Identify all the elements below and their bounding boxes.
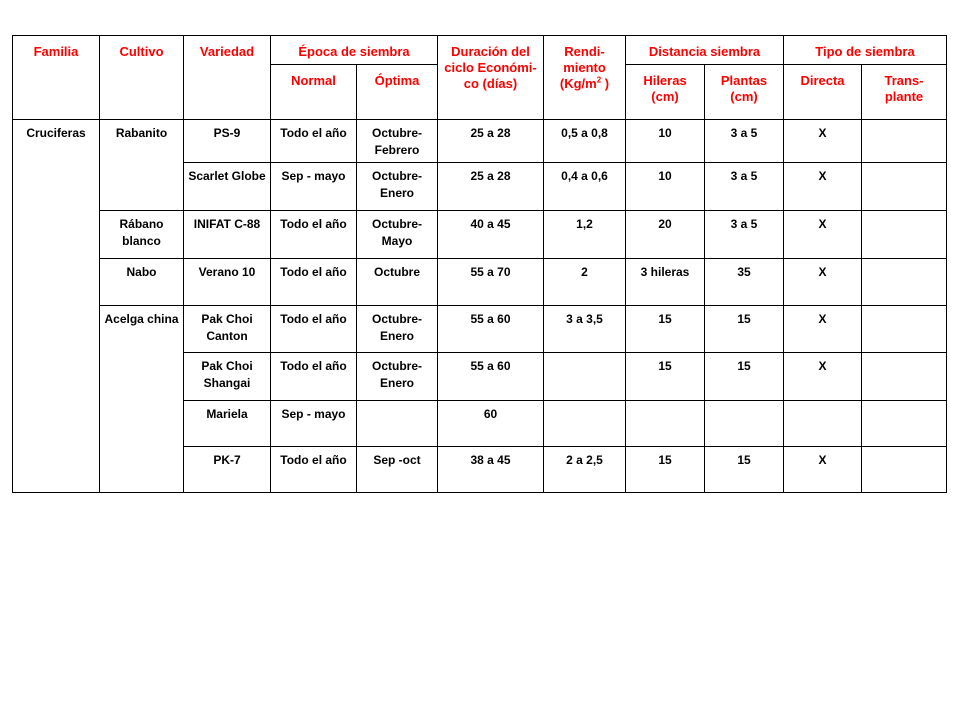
plantas-cell: 3 a 5: [705, 120, 784, 163]
table-row: [13, 259, 947, 306]
plantas-cell: 3 a 5: [705, 163, 784, 211]
normal-cell: Sep - mayo: [271, 163, 357, 211]
cultivo-cell: Nabo: [100, 259, 184, 306]
hileras-cell: 15: [626, 353, 705, 401]
rendimiento-cell: [544, 353, 626, 401]
directa-cell: X: [784, 163, 862, 211]
rendimiento-cell: 2: [544, 259, 626, 306]
directa-cell: X: [784, 259, 862, 306]
plantas-cell: 15: [705, 353, 784, 401]
table-row: [13, 120, 947, 163]
header-directa: Directa: [784, 65, 862, 120]
cultivo-cell: Rábano blanco: [100, 211, 184, 259]
hileras-cell: 15: [626, 447, 705, 493]
header-plantas: Plantas (cm): [705, 65, 784, 120]
table-row: [13, 211, 947, 259]
rendimiento-cell: [544, 401, 626, 447]
header-normal: Normal: [271, 65, 357, 120]
variedad-cell: PK-7: [184, 447, 271, 493]
trasplante-cell: [862, 211, 947, 259]
cultivo-cell: Acelga china: [100, 306, 184, 493]
header-rendimiento-slash: /: [581, 76, 586, 91]
header-epoca-siembra: Época de siembra: [271, 36, 438, 65]
duracion-cell: 55 a 60: [438, 306, 544, 353]
normal-cell: Todo el año: [271, 447, 357, 493]
trasplante-cell: [862, 163, 947, 211]
optima-cell: Octubre: [357, 259, 438, 306]
header-hileras: Hileras (cm): [626, 65, 705, 120]
variedad-cell: PS-9: [184, 120, 271, 163]
optima-cell: Octubre- Enero: [357, 353, 438, 401]
optima-cell: Octubre- Enero: [357, 163, 438, 211]
rendimiento-cell: 2 a 2,5: [544, 447, 626, 493]
trasplante-cell: [862, 353, 947, 401]
header-tipo-siembra: Tipo de siembra: [784, 36, 947, 65]
duracion-cell: 38 a 45: [438, 447, 544, 493]
hileras-cell: [626, 401, 705, 447]
variedad-cell: Verano 10: [184, 259, 271, 306]
header-rendimiento: [544, 36, 626, 120]
directa-cell: X: [784, 120, 862, 163]
table-row: [13, 306, 947, 353]
trasplante-cell: [862, 447, 947, 493]
hileras-cell: 15: [626, 306, 705, 353]
duracion-cell: 60: [438, 401, 544, 447]
header-distancia-siembra: Distancia siembra: [626, 36, 784, 65]
header-rendimiento-sup: 2: [596, 75, 602, 85]
directa-cell: X: [784, 447, 862, 493]
plantas-cell: [705, 401, 784, 447]
hileras-cell: 3 hileras: [626, 259, 705, 306]
plantas-cell: 15: [705, 306, 784, 353]
normal-cell: Todo el año: [271, 259, 357, 306]
directa-cell: [784, 401, 862, 447]
header-rendimiento-text: Rendi- miento (Kg: [559, 44, 606, 91]
cultivo-cell: Rabanito: [100, 120, 184, 211]
normal-cell: Todo el año: [271, 306, 357, 353]
rendimiento-cell: 3 a 3,5: [544, 306, 626, 353]
duracion-cell: 55 a 60: [438, 353, 544, 401]
optima-cell: [357, 401, 438, 447]
header-rendimiento-close: ): [601, 76, 610, 91]
optima-cell: Octubre- Enero: [357, 306, 438, 353]
variedad-cell: Pak Choi Shangai: [184, 353, 271, 401]
hileras-cell: 10: [626, 163, 705, 211]
variedad-cell: Pak Choi Canton: [184, 306, 271, 353]
familia-cell: Cruciferas: [13, 120, 100, 493]
trasplante-cell: [862, 120, 947, 163]
plantas-cell: 35: [705, 259, 784, 306]
normal-cell: Todo el año: [271, 353, 357, 401]
trasplante-cell: [862, 259, 947, 306]
directa-cell: X: [784, 306, 862, 353]
header-familia: Familia: [13, 36, 100, 120]
trasplante-cell: [862, 401, 947, 447]
normal-cell: Todo el año: [271, 211, 357, 259]
optima-cell: Octubre- Mayo: [357, 211, 438, 259]
plantas-cell: 3 a 5: [705, 211, 784, 259]
header-cultivo: Cultivo: [100, 36, 184, 120]
optima-cell: Sep -oct: [357, 447, 438, 493]
header-duracion: Duración del ciclo Económi- co (días): [438, 36, 544, 120]
header-variedad: Variedad: [184, 36, 271, 120]
duracion-cell: 40 a 45: [438, 211, 544, 259]
rendimiento-cell: 0,4 a 0,6: [544, 163, 626, 211]
directa-cell: X: [784, 211, 862, 259]
header-trasplante: Trans- plante: [862, 65, 947, 120]
optima-cell: Octubre- Febrero: [357, 120, 438, 163]
hileras-cell: 10: [626, 120, 705, 163]
rendimiento-cell: 0,5 a 0,8: [544, 120, 626, 163]
duracion-cell: 55 a 70: [438, 259, 544, 306]
duracion-cell: 25 a 28: [438, 120, 544, 163]
plantas-cell: 15: [705, 447, 784, 493]
normal-cell: Todo el año: [271, 120, 357, 163]
header-optima: Óptima: [357, 65, 438, 120]
hileras-cell: 20: [626, 211, 705, 259]
variedad-cell: Mariela: [184, 401, 271, 447]
rendimiento-cell: 1,2: [544, 211, 626, 259]
variedad-cell: INIFAT C-88: [184, 211, 271, 259]
header-rendimiento-unit: m: [585, 76, 597, 91]
normal-cell: Sep - mayo: [271, 401, 357, 447]
variedad-cell: Scarlet Globe: [184, 163, 271, 211]
crop-table: [12, 35, 947, 493]
duracion-cell: 25 a 28: [438, 163, 544, 211]
directa-cell: X: [784, 353, 862, 401]
trasplante-cell: [862, 306, 947, 353]
